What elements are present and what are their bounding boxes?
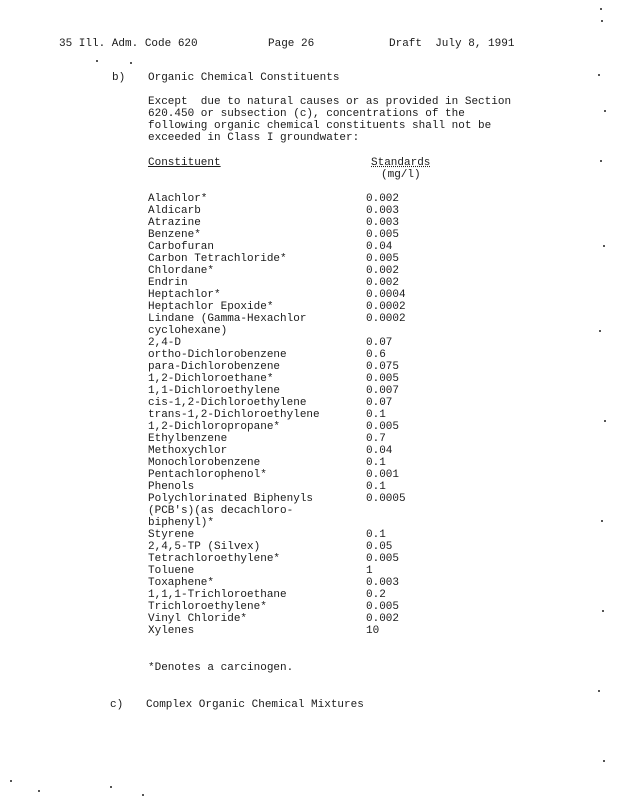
header-draft: Draft July 8, 1991	[389, 38, 515, 50]
constituent-standard: 0.002	[366, 193, 400, 205]
carcinogen-footnote: *Denotes a carcinogen.	[148, 662, 294, 674]
constituent-standard: 0.07	[366, 397, 393, 409]
constituent-standard: 0.0002	[366, 313, 406, 325]
constituent-row	[148, 481, 406, 493]
constituent-standard: 0.1	[366, 409, 386, 421]
constituent-standard: 0.005	[366, 253, 400, 265]
constituent-row	[148, 301, 406, 313]
constituent-name: 2,4-D	[148, 337, 182, 349]
constituent-standard: 0.7	[366, 433, 386, 445]
constituent-row	[148, 421, 406, 433]
constituent-standard: 0.005	[366, 553, 400, 565]
constituent-name: Tetrachloroethylene*	[148, 553, 281, 565]
constituent-name: Lindane (Gamma-Hexachlor cyclohexane)	[148, 313, 307, 337]
constituent-name: trans-1,2-Dichloroethylene	[148, 409, 320, 421]
section-b-title: Organic Chemical Constituents	[148, 72, 340, 84]
constituent-row	[148, 625, 406, 637]
constituent-row	[148, 205, 406, 217]
constituent-row	[148, 433, 406, 445]
constituent-name: Toluene	[148, 565, 195, 577]
constituent-name: Monochlorobenzene	[148, 457, 261, 469]
constituent-name: Endrin	[148, 277, 188, 289]
constituent-name: Phenols	[148, 481, 195, 493]
constituent-name: 2,4,5-TP (Silvex)	[148, 541, 261, 553]
constituent-table	[148, 193, 406, 637]
constituent-row	[148, 241, 406, 253]
constituent-name: Methoxychlor	[148, 445, 228, 457]
constituent-name: Atrazine	[148, 217, 201, 229]
constituent-row	[148, 289, 406, 301]
constituent-name: Ethylbenzene	[148, 433, 228, 445]
constituent-standard: 0.04	[366, 445, 393, 457]
constituent-row	[148, 409, 406, 421]
constituent-row	[148, 265, 406, 277]
constituent-name: Benzene*	[148, 229, 201, 241]
constituent-name: Xylenes	[148, 625, 195, 637]
constituent-name: Vinyl Chloride*	[148, 613, 248, 625]
constituent-name: 1,1-Dichloroethylene	[148, 385, 281, 397]
constituent-standard: 0.0004	[366, 289, 406, 301]
constituent-standard: 0.04	[366, 241, 393, 253]
constituent-row	[148, 385, 406, 397]
constituent-standard: 0.0002	[366, 301, 406, 313]
constituent-name: cis-1,2-Dichloroethylene	[148, 397, 307, 409]
constituent-row	[148, 313, 406, 337]
constituent-name: Pentachlorophenol*	[148, 469, 267, 481]
constituent-row	[148, 361, 406, 373]
constituent-standard: 0.002	[366, 613, 400, 625]
header-code: 35 Ill. Adm. Code 620	[59, 38, 198, 50]
constituent-row	[148, 553, 406, 565]
constituent-name: Toxaphene*	[148, 577, 215, 589]
header-page: Page 26	[268, 38, 315, 50]
section-c-marker: c)	[110, 699, 124, 711]
constituent-standard: 0.1	[366, 529, 386, 541]
constituent-row	[148, 253, 406, 265]
section-c-title: Complex Organic Chemical Mixtures	[146, 699, 364, 711]
constituent-standard: 0.002	[366, 277, 400, 289]
constituent-standard: 0.07	[366, 337, 393, 349]
constituent-standard: 0.0005	[366, 493, 406, 505]
constituent-row	[148, 229, 406, 241]
constituent-row	[148, 457, 406, 469]
column-header-standards: Standards	[371, 157, 431, 169]
constituent-name: Heptachlor*	[148, 289, 221, 301]
constituent-standard: 0.005	[366, 229, 400, 241]
column-header-units: (mg/l)	[381, 169, 421, 181]
intro-line-1: Except due to natural causes or as provided in Section	[148, 96, 512, 108]
constituent-row	[148, 577, 406, 589]
constituent-name: Alachlor*	[148, 193, 208, 205]
constituent-standard: 0.001	[366, 469, 400, 481]
constituent-row	[148, 601, 406, 613]
constituent-name: Aldicarb	[148, 205, 201, 217]
constituent-row	[148, 349, 406, 361]
constituent-standard: 0.2	[366, 589, 386, 601]
section-b-marker: b)	[112, 72, 126, 84]
constituent-standard: 0.003	[366, 205, 400, 217]
constituent-row	[148, 589, 406, 601]
constituent-row	[148, 469, 406, 481]
constituent-row	[148, 565, 406, 577]
constituent-row	[148, 193, 406, 205]
constituent-row	[148, 337, 406, 349]
constituent-name: Chlordane*	[148, 265, 215, 277]
intro-line-2: 620.450 or subsection (c), concentrations of the	[148, 108, 465, 120]
constituent-name: Carbon Tetrachloride*	[148, 253, 287, 265]
constituent-row	[148, 277, 406, 289]
column-header-constituent: Constituent	[148, 157, 221, 169]
constituent-standard: 0.1	[366, 457, 386, 469]
constituent-standard: 0.003	[366, 217, 400, 229]
constituent-name: Trichloroethylene*	[148, 601, 267, 613]
constituent-name: Styrene	[148, 529, 195, 541]
constituent-row	[148, 493, 406, 529]
constituent-name: 1,1,1-Trichloroethane	[148, 589, 287, 601]
constituent-name: Polychlorinated Biphenyls (PCB's)(as decachloro- biphenyl)*	[148, 493, 314, 529]
constituent-standard: 0.6	[366, 349, 386, 361]
constituent-name: ortho-Dichlorobenzene	[148, 349, 287, 361]
constituent-row	[148, 529, 406, 541]
constituent-standard: 0.003	[366, 577, 400, 589]
constituent-row	[148, 613, 406, 625]
constituent-standard: 0.075	[366, 361, 400, 373]
constituent-row	[148, 397, 406, 409]
constituent-name: Carbofuran	[148, 241, 215, 253]
constituent-name: 1,2-Dichloropropane*	[148, 421, 281, 433]
constituent-standard: 1	[366, 565, 373, 577]
intro-line-3: following organic chemical constituents shall not be	[148, 120, 492, 132]
constituent-standard: 0.002	[366, 265, 400, 277]
constituent-standard: 0.05	[366, 541, 393, 553]
constituent-standard: 0.007	[366, 385, 400, 397]
intro-line-4: exceeded in Class I groundwater:	[148, 132, 360, 144]
constituent-standard: 0.005	[366, 373, 400, 385]
constituent-standard: 10	[366, 625, 380, 637]
constituent-standard: 0.005	[366, 421, 400, 433]
constituent-row	[148, 373, 406, 385]
constituent-row	[148, 445, 406, 457]
constituent-standard: 0.1	[366, 481, 386, 493]
constituent-row	[148, 217, 406, 229]
constituent-row	[148, 541, 406, 553]
constituent-name: Heptachlor Epoxide*	[148, 301, 274, 313]
constituent-standard: 0.005	[366, 601, 400, 613]
constituent-name: 1,2-Dichloroethane*	[148, 373, 274, 385]
constituent-name: para-Dichlorobenzene	[148, 361, 281, 373]
